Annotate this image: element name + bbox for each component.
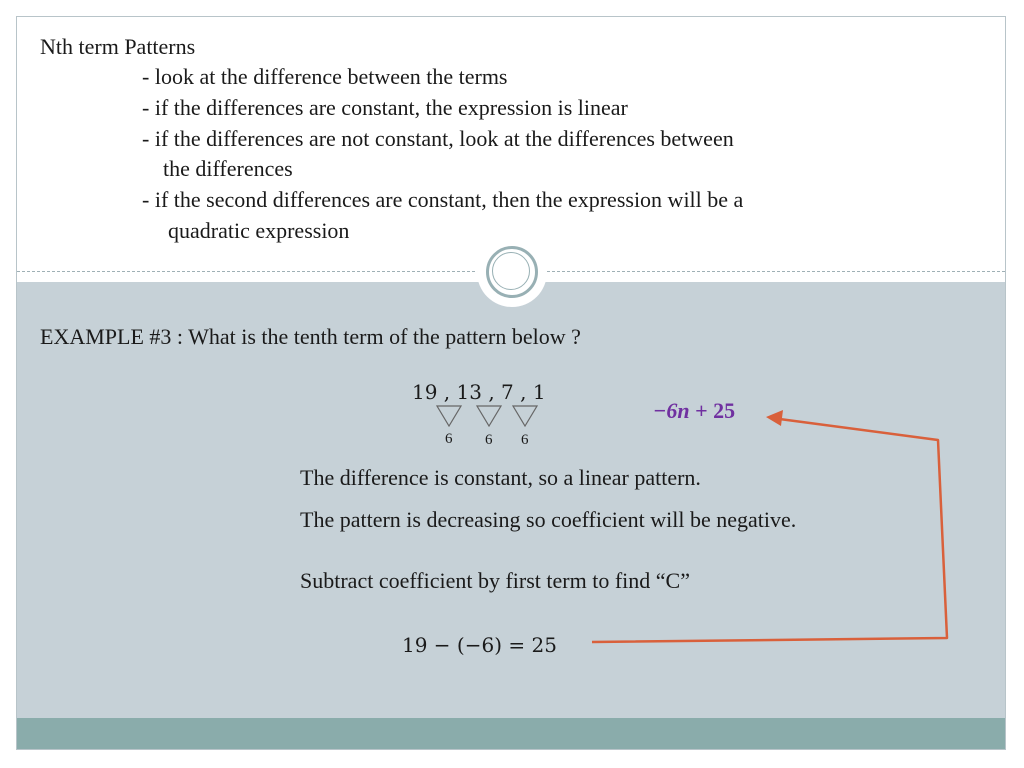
difference-label: 6 [445, 431, 453, 447]
explanation-2: The pattern is decreasing so coefficient will be negative. [300, 507, 797, 532]
slide-title: Nth term Patterns [40, 34, 196, 59]
difference-label: 6 [485, 432, 493, 448]
bullet-4-continuation: quadratic expression [168, 218, 350, 243]
expression-coefficient: −6n [653, 398, 690, 423]
bullet-2: - if the differences are constant, the expression is linear [142, 95, 628, 120]
example-heading: EXAMPLE #3 : What is the tenth term of the pattern below ? [40, 324, 581, 349]
explanation-3: Subtract coefficient by first term to find “C” [300, 568, 690, 593]
explanation-1: The difference is constant, so a linear pattern. [300, 465, 701, 490]
bullet-3: - if the differences are not constant, look at the differences between [142, 126, 734, 151]
expression-constant: + 25 [689, 398, 736, 423]
difference-label: 6 [521, 432, 529, 448]
equation: 19 − (−6) = 25 [402, 633, 557, 657]
bullet-1: - look at the difference between the terms [142, 64, 508, 89]
sequence: 19 , 13 , 7 , 1 [412, 380, 546, 404]
bullet-4: - if the second differences are constant, then the expression will be a [142, 187, 744, 212]
bullet-3-continuation: the differences [163, 156, 293, 181]
